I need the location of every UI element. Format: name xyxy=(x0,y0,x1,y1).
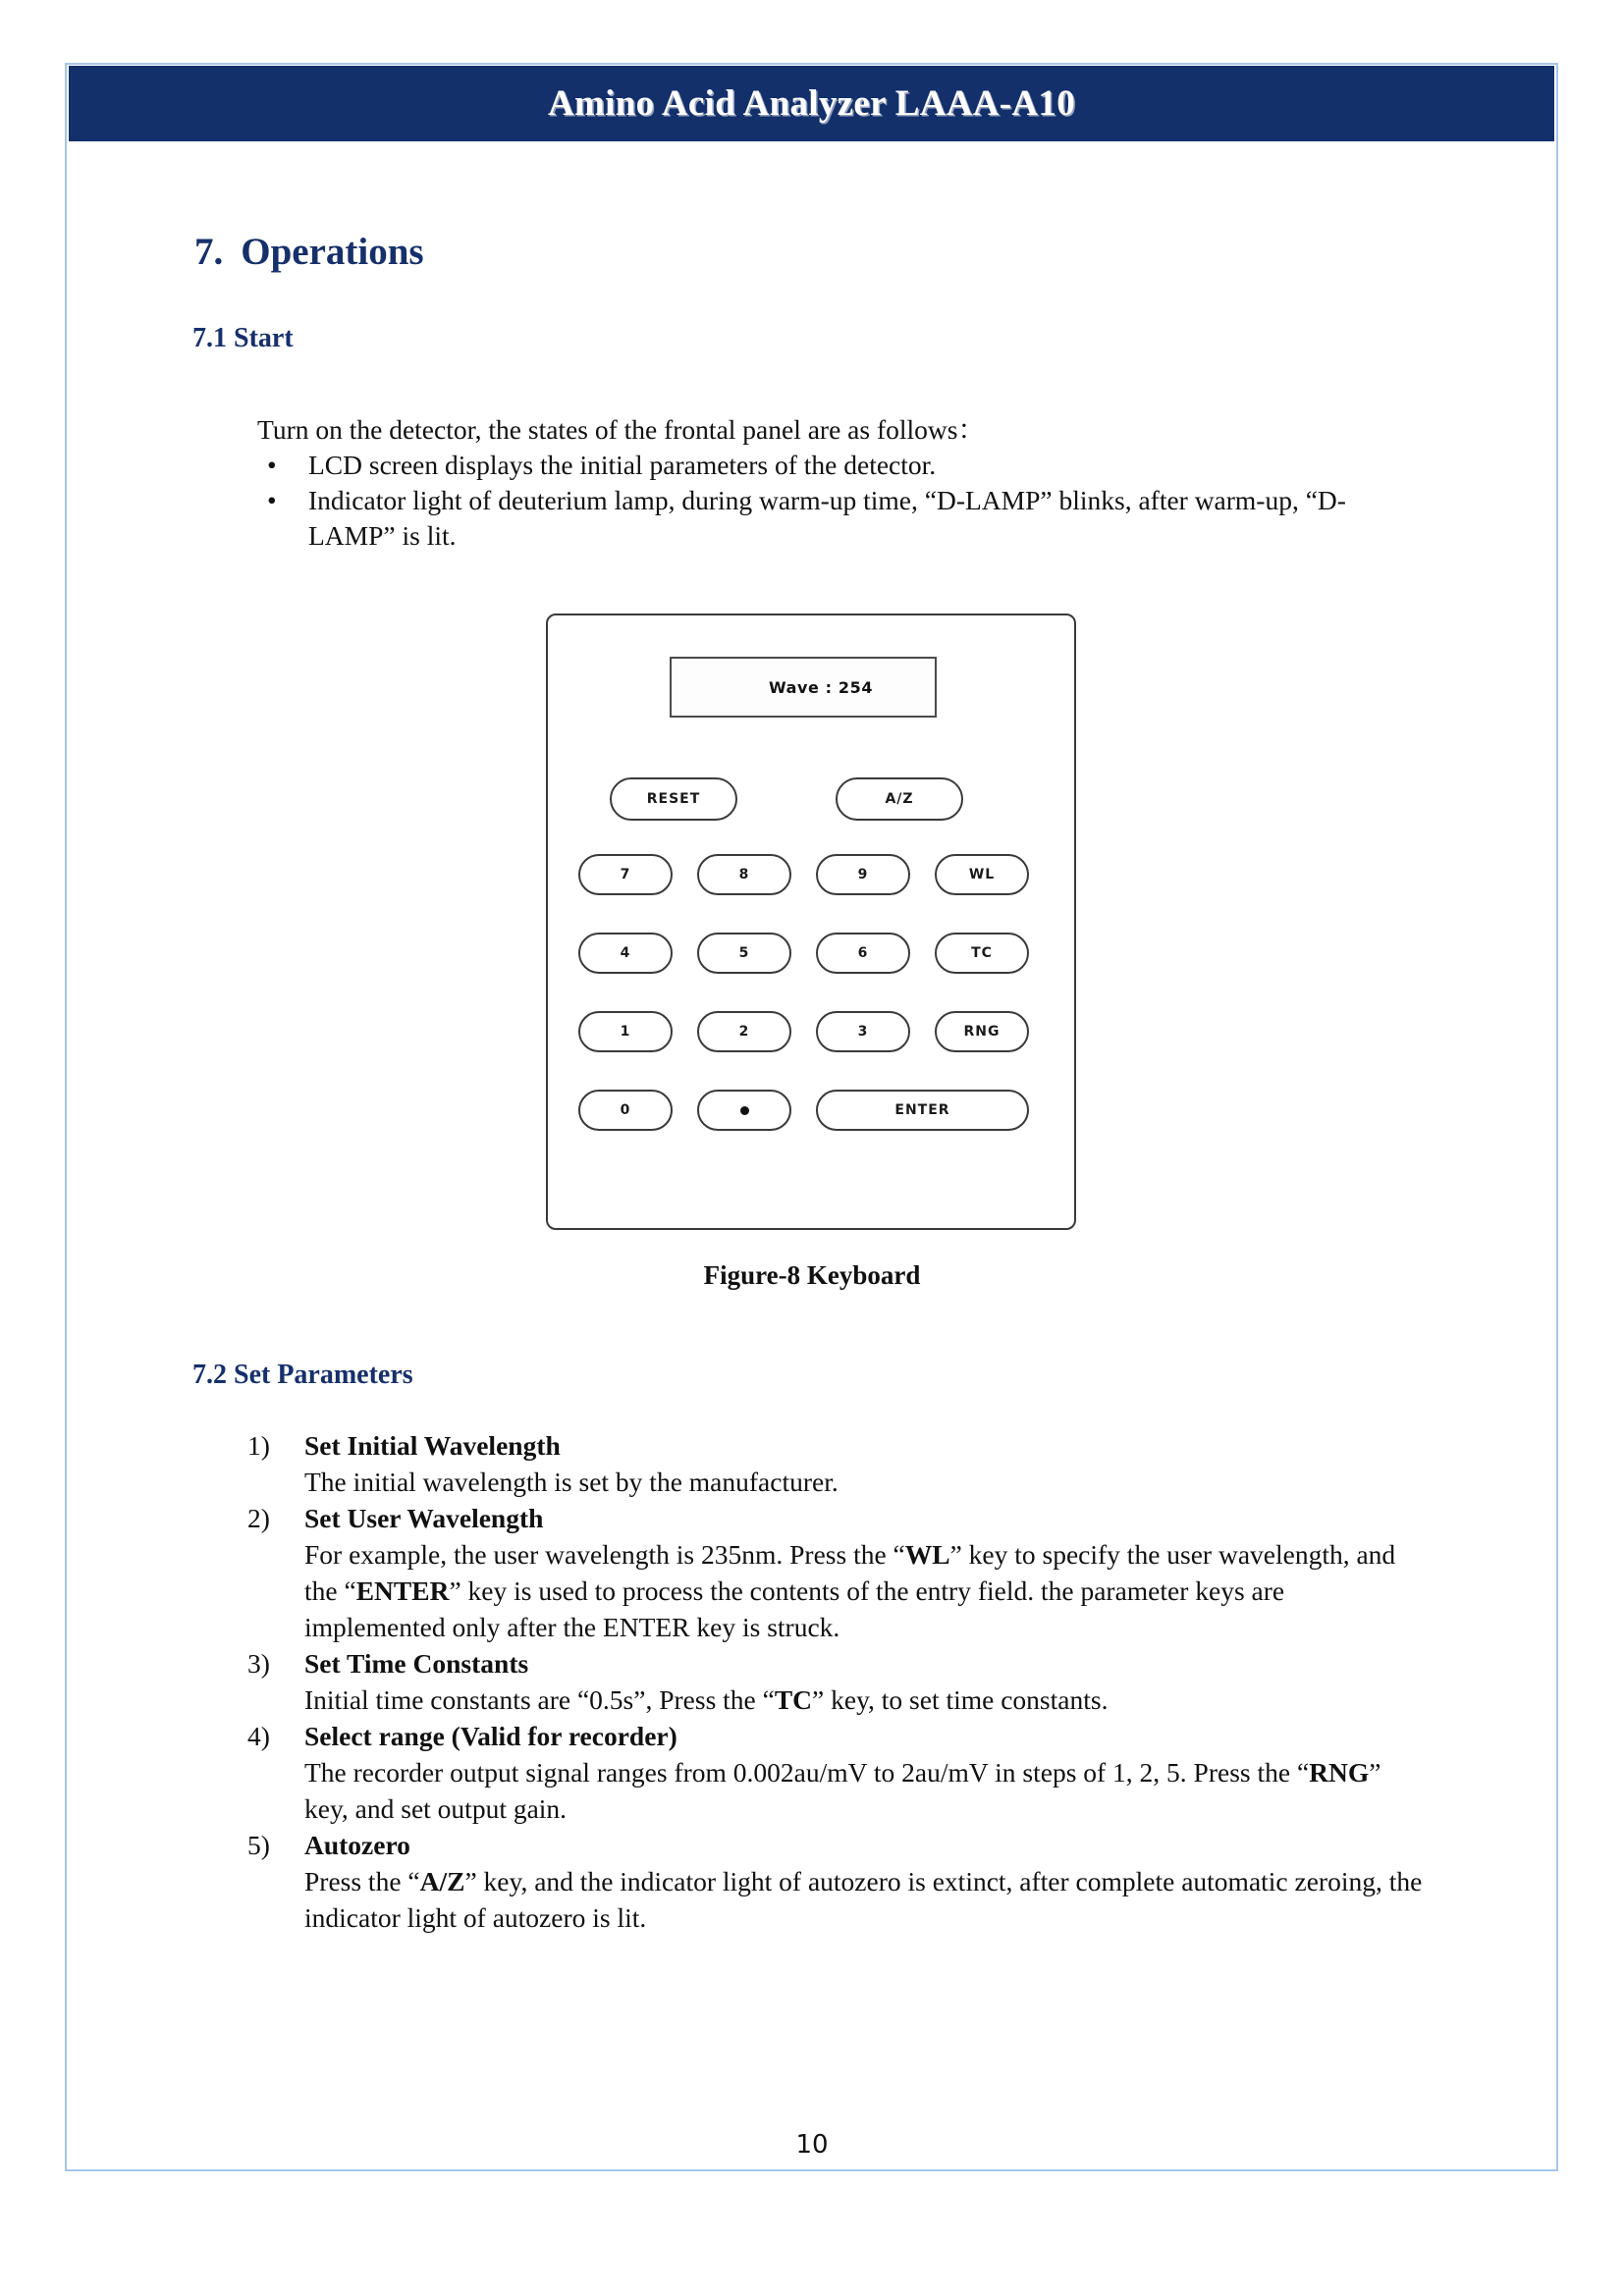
list-item-body xyxy=(304,1863,1426,1936)
key-label: A/Z xyxy=(885,791,914,807)
key-reset[interactable] xyxy=(610,777,737,821)
list-item-body xyxy=(304,1536,1426,1645)
list-item xyxy=(257,448,1416,483)
body-text: Initial time constants are “0.5s”, Press the “ xyxy=(304,1684,775,1715)
key-tc[interactable] xyxy=(935,933,1029,974)
key-enter[interactable] xyxy=(816,1090,1029,1131)
key-name-emphasis: A/Z xyxy=(419,1866,465,1896)
start-body xyxy=(257,412,1416,554)
list-item xyxy=(247,1500,1426,1645)
subsection-heading-parameters: 7.2 Set Parameters xyxy=(192,1360,413,1390)
body-text: ” key, and the indicator light of autozero is extinct, after complete automatic zeroing, the indicator light of autozero is lit. xyxy=(304,1866,1423,1933)
key-label: 5 xyxy=(738,945,750,961)
key-name-emphasis: ENTER xyxy=(355,1575,450,1606)
key-label: 4 xyxy=(620,945,631,961)
list-item-marker: 3) xyxy=(247,1648,270,1679)
key-az[interactable] xyxy=(836,777,963,821)
key-8[interactable] xyxy=(697,854,791,895)
list-item-marker: 2) xyxy=(247,1503,270,1533)
start-bullet-list xyxy=(257,448,1416,554)
key-name-emphasis: WL xyxy=(904,1539,950,1570)
key-label: TC xyxy=(971,945,993,961)
key-label: ENTER xyxy=(894,1102,950,1118)
key-label: 3 xyxy=(857,1024,869,1040)
list-item-marker: 1) xyxy=(247,1430,270,1461)
key-label: 9 xyxy=(857,867,869,882)
key-wl[interactable] xyxy=(935,854,1029,895)
list-item-body xyxy=(304,1754,1426,1827)
list-item-text: Indicator light of deuterium lamp, during warm-up time, “D-LAMP” blinks, after warm-up, “D-LAMP” is lit. xyxy=(308,485,1346,551)
list-item-title: Select range (Valid for recorder) xyxy=(304,1721,677,1751)
parameters-list xyxy=(247,1427,1426,1936)
key-0[interactable] xyxy=(578,1090,673,1131)
list-item-title: Autozero xyxy=(304,1830,410,1860)
key-name-emphasis: RNG xyxy=(1309,1757,1370,1788)
section-title: Operations xyxy=(241,231,424,273)
figure-caption: Figure-8 Keyboard xyxy=(703,1260,921,1290)
key-2[interactable] xyxy=(697,1011,791,1052)
key-label: WL xyxy=(968,867,996,882)
key-decimal-point[interactable] xyxy=(697,1090,791,1131)
body-text: ” key, and set output gain. xyxy=(304,1757,1381,1824)
keyboard-panel xyxy=(546,614,1076,1230)
page-number: 10 xyxy=(795,2130,829,2160)
list-item-title: Set Time Constants xyxy=(304,1648,529,1679)
body-text: For example, the user wavelength is 235nm. Press the “ xyxy=(304,1539,905,1570)
key-name-emphasis: TC xyxy=(774,1684,813,1715)
key-label: 6 xyxy=(857,945,869,961)
subsection-heading-start: 7.1 Start xyxy=(192,323,294,353)
body-text: Press the “ xyxy=(304,1866,420,1896)
key-rng[interactable] xyxy=(935,1011,1029,1052)
list-item-body xyxy=(304,1464,1426,1500)
key-label: 8 xyxy=(738,867,750,882)
intro-paragraph: Turn on the detector, the states of the frontal panel are as follows： xyxy=(257,414,985,445)
list-item xyxy=(247,1718,1426,1827)
key-6[interactable] xyxy=(816,933,910,974)
key-label: 2 xyxy=(738,1024,750,1040)
list-item-marker: 4) xyxy=(247,1721,270,1751)
lcd-display-text: Wave : 254 xyxy=(768,677,874,697)
key-label: RESET xyxy=(646,791,701,807)
key-5[interactable] xyxy=(697,933,791,974)
document-title: Amino Acid Analyzer LAAA-A10 xyxy=(547,83,1076,124)
key-9[interactable] xyxy=(816,854,910,895)
list-item xyxy=(247,1645,1426,1718)
key-label: 7 xyxy=(620,867,631,882)
body-text: ” key is used to process the contents of the entry field. the parameter keys are implemented only after the ENTER key is struck. xyxy=(304,1575,1285,1642)
bullet-icon: • xyxy=(267,450,277,480)
body-text: ” key, to set time constants. xyxy=(812,1684,1109,1715)
header-banner xyxy=(69,66,1554,141)
list-item-text: LCD screen displays the initial parameters of the detector. xyxy=(308,450,937,480)
lcd-display xyxy=(670,657,937,718)
list-item-marker: 5) xyxy=(247,1830,270,1860)
list-item xyxy=(247,1827,1426,1936)
key-3[interactable] xyxy=(816,1011,910,1052)
bullet-icon: • xyxy=(267,485,277,515)
body-text: ” key to specify the user wavelength, and the “ xyxy=(304,1539,1396,1606)
list-item xyxy=(257,483,1416,554)
section-number: 7. xyxy=(194,231,224,273)
list-item-body xyxy=(304,1682,1426,1718)
list-item-title: Set User Wavelength xyxy=(304,1503,544,1533)
key-4[interactable] xyxy=(578,933,673,974)
keyboard-figure xyxy=(546,614,1076,1230)
key-label: 0 xyxy=(620,1102,631,1118)
list-item xyxy=(247,1427,1426,1500)
section-heading xyxy=(194,230,424,274)
key-label: 1 xyxy=(620,1024,631,1040)
list-item-title: Set Initial Wavelength xyxy=(304,1430,561,1461)
key-7[interactable] xyxy=(578,854,673,895)
body-text: The recorder output signal ranges from 0.002au/mV to 2au/mV in steps of 1, 2, 5. Press the “ xyxy=(304,1757,1310,1788)
body-text: The initial wavelength is set by the manufacturer. xyxy=(304,1467,839,1497)
key-label: RNG xyxy=(963,1024,1001,1040)
key-1[interactable] xyxy=(578,1011,673,1052)
